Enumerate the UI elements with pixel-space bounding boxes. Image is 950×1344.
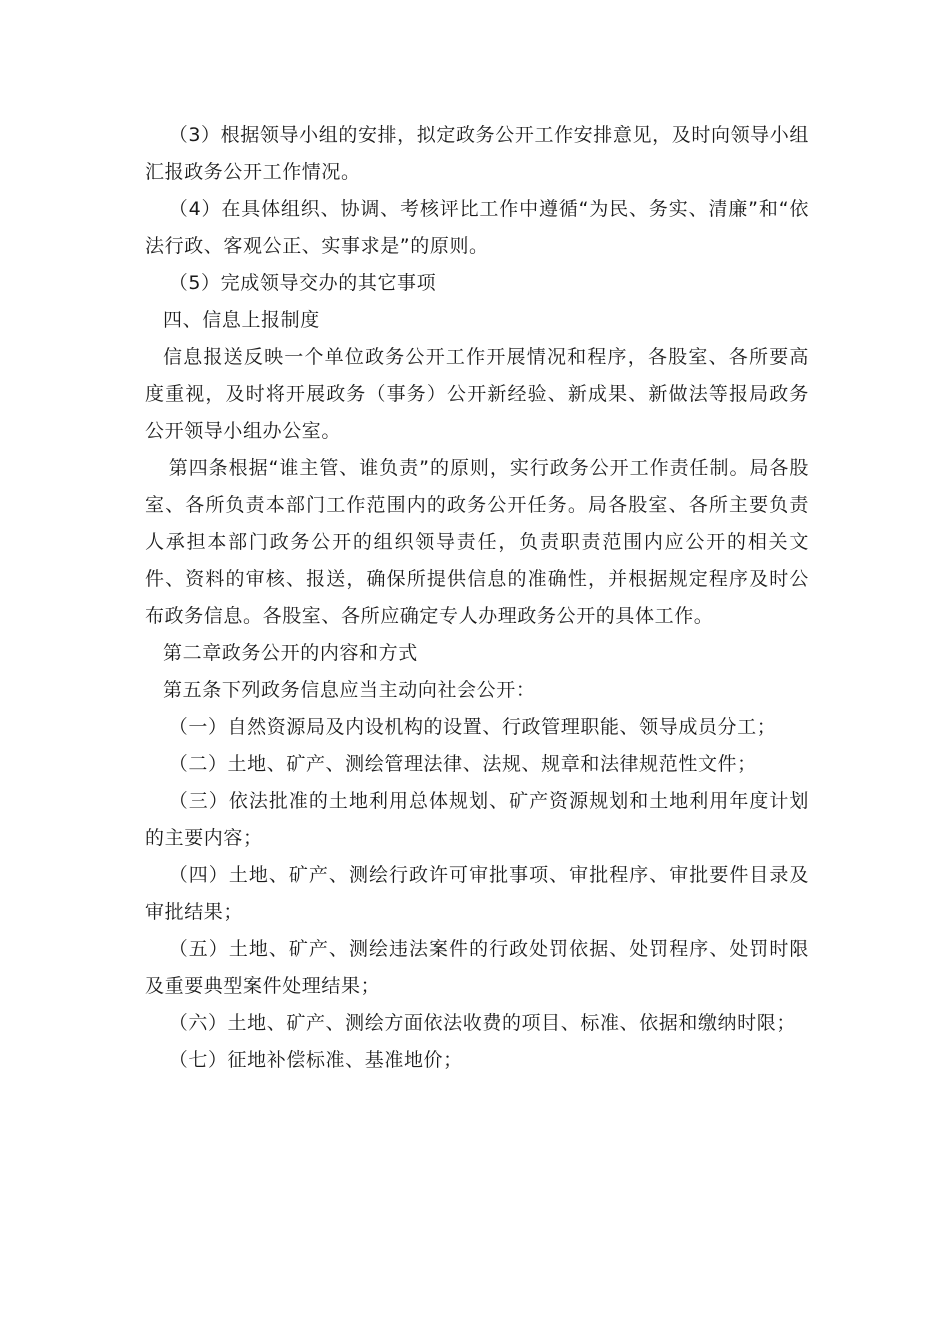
list-item-4: （四）土地、矿产、测绘行政许可审批事项、审批程序、审批要件目录及审批结果； [145, 864, 809, 923]
list-item-1: （一）自然资源局及内设机构的设置、行政管理职能、领导成员分工； [168, 716, 777, 738]
list-item-6: （六）土地、矿产、测绘方面依法收费的项目、标准、依据和缴纳时限； [168, 1012, 796, 1034]
paragraph-item-4: （4）在具体组织、协调、考核评比工作中遵循“为民、务实、清廉”和“依法行政、客观公正、实事求是”的原则。 [145, 198, 809, 257]
paragraph-article-4: 第四条根据“谁主管、谁负责”的原则，实行政务公开工作责任制。局各股室、各所负责本部门工作范围内的政务公开任务。局各股室、各所主要负责人承担本部门政务公开的组织领导责任，负责职责范围内应公开的相关文件、资料的审核、报送，确保所提供信息的准确性，并根据规定程序及时公布政务信息。各股室、各所应确定专人办理政务公开的具体工作。 [145, 457, 809, 627]
section-heading-info-reporting: 四、信息上报制度 [163, 309, 320, 331]
paragraph-item-5: （5）完成领导交办的其它事项 [168, 272, 437, 294]
list-item-5: （五）土地、矿产、测绘违法案件的行政处罚依据、处罚程序、处罚时限及重要典型案件处理结果； [145, 938, 809, 997]
document-body [145, 117, 809, 1079]
list-item-7: （七）征地补偿标准、基准地价； [168, 1049, 463, 1071]
list-item-3: （三）依法批准的土地利用总体规划、矿产资源规划和土地利用年度计划的主要内容； [145, 790, 809, 849]
list-item-2: （二）土地、矿产、测绘管理法律、法规、规章和法律规范性文件； [168, 753, 757, 775]
paragraph-item-3: （3）根据领导小组的安排，拟定政务公开工作安排意见，及时向领导小组汇报政务公开工作情况。 [145, 124, 809, 183]
paragraph-info-reporting: 信息报送反映一个单位政务公开工作开展情况和程序，各股室、各所要高度重视，及时将开展政务（事务）公开新经验、新成果、新做法等报局政务公开领导小组办公室。 [145, 346, 809, 442]
paragraph-article-5: 第五条下列政务信息应当主动向社会公开： [163, 679, 536, 701]
chapter-heading-2: 第二章政务公开的内容和方式 [163, 642, 418, 664]
